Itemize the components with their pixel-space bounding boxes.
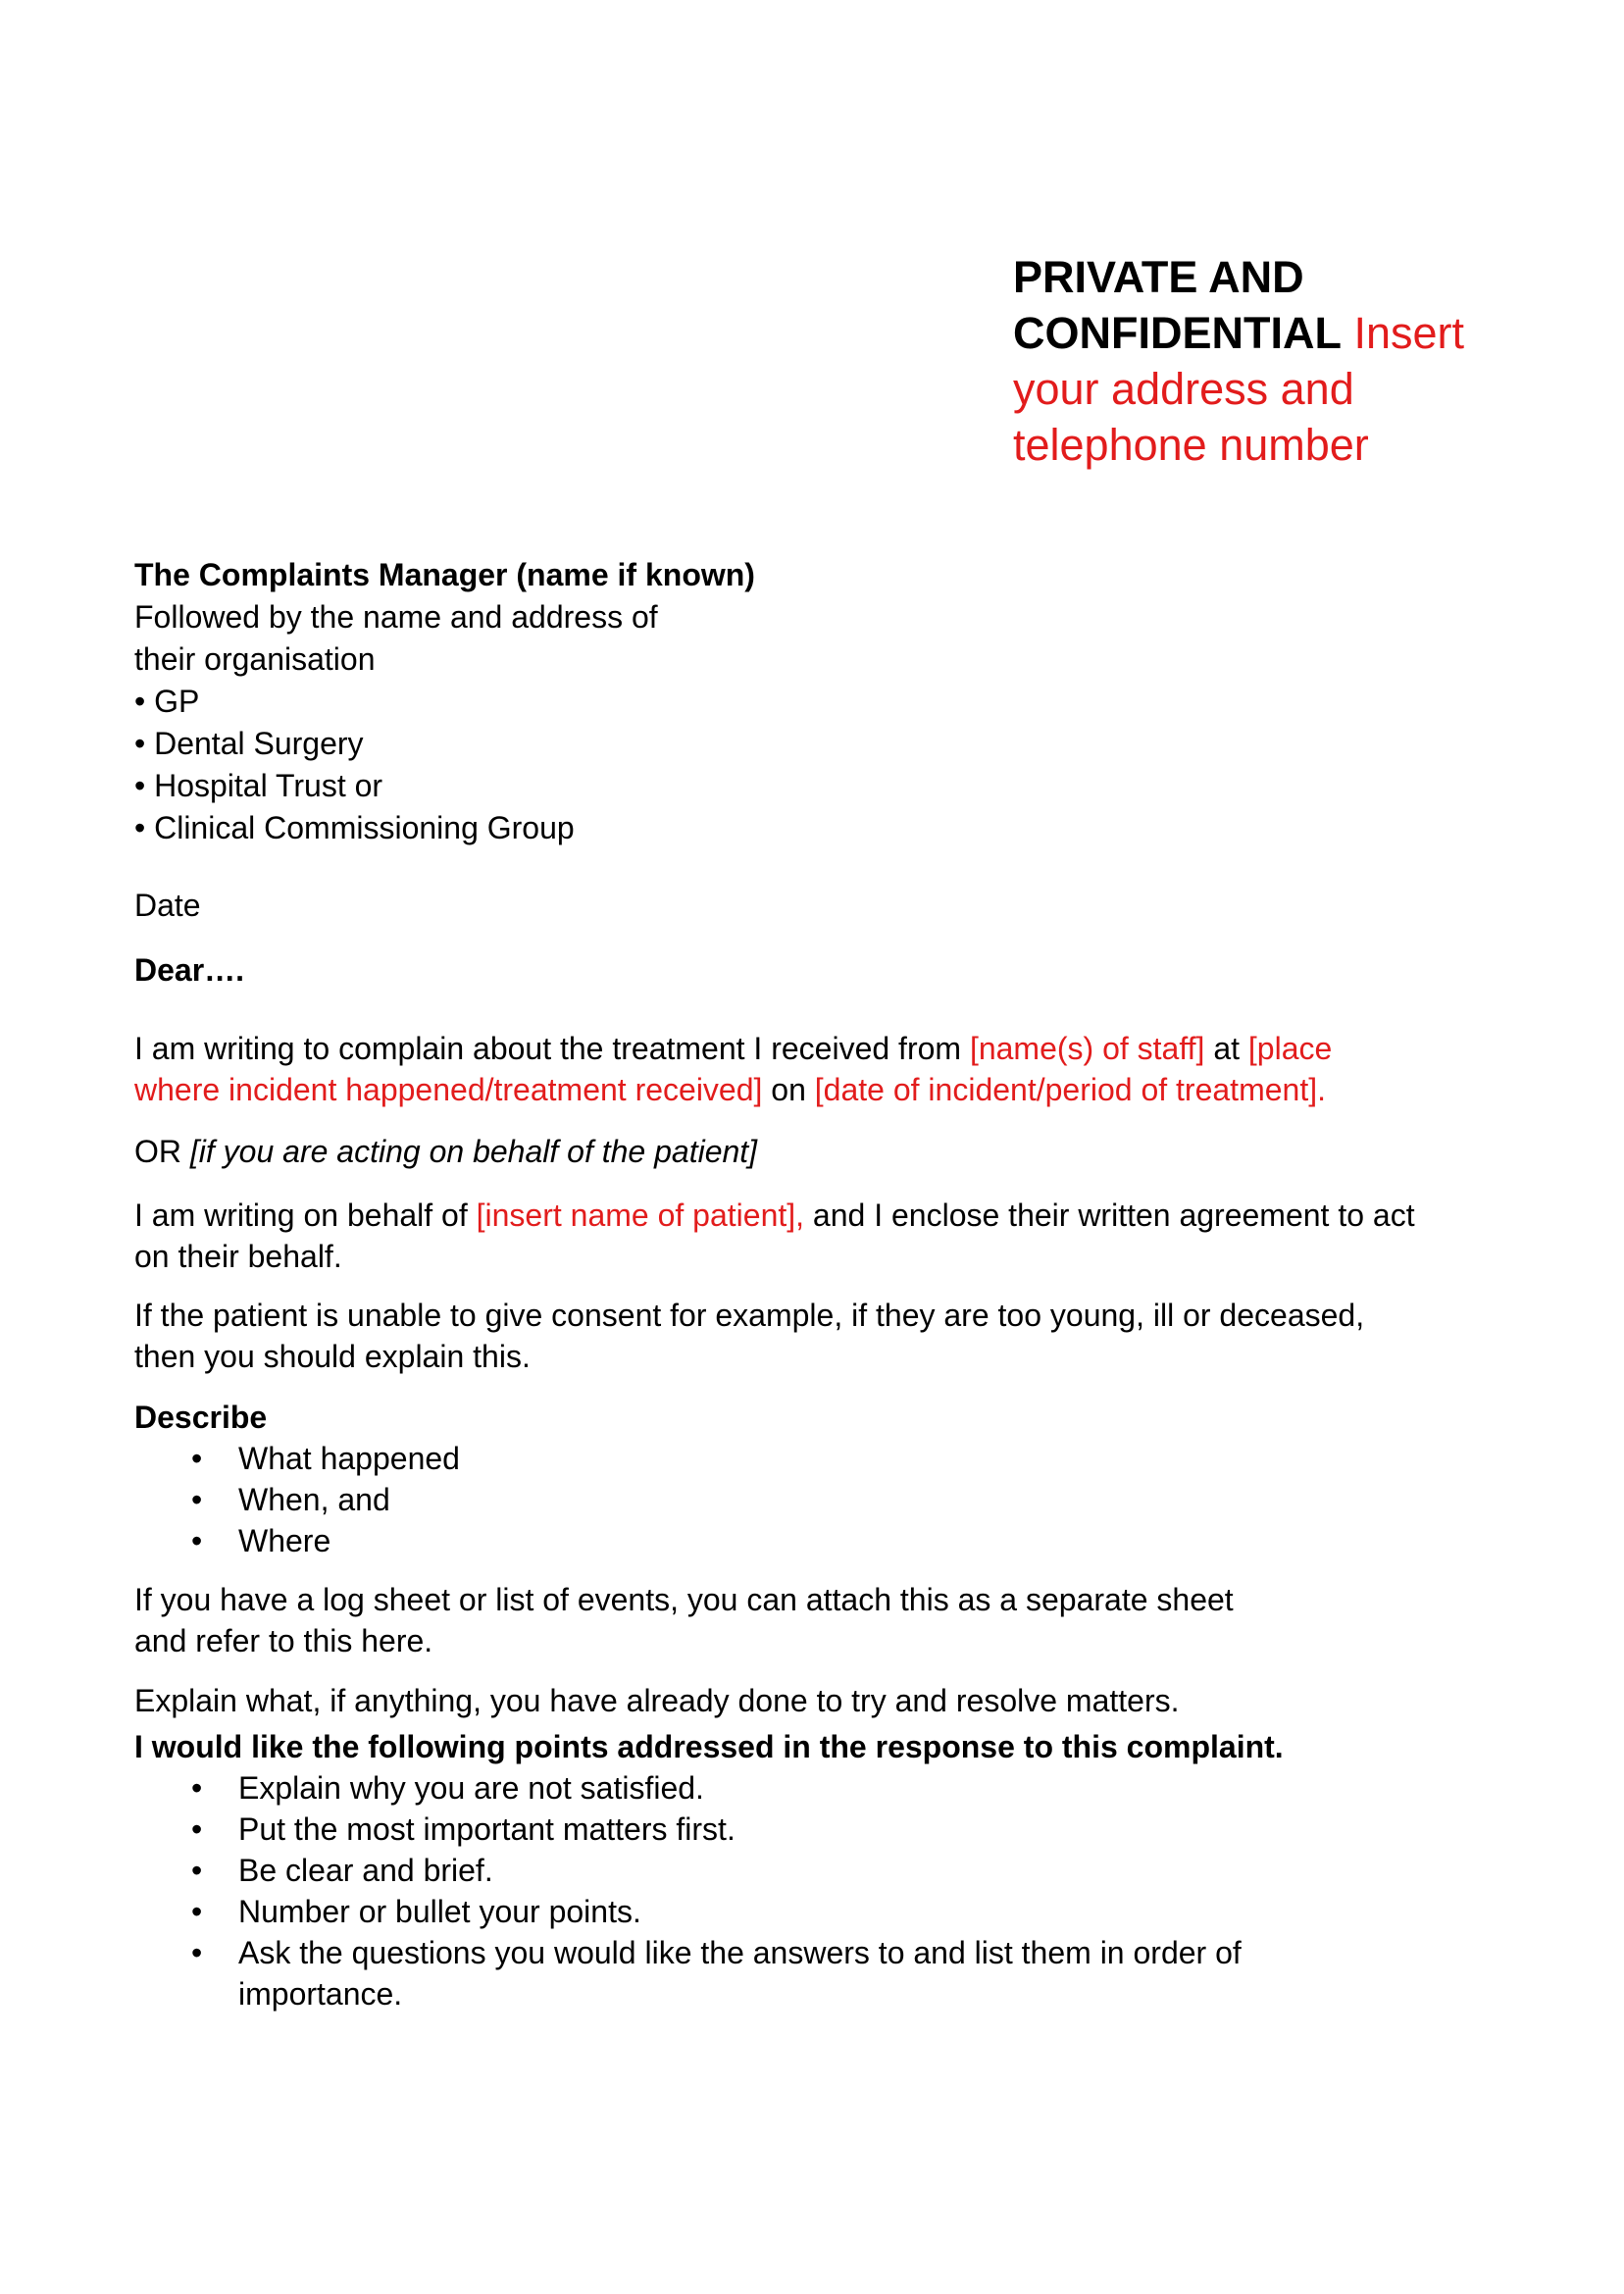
bullet-item-text	[238, 1520, 1585, 1561]
text-line	[134, 1680, 1585, 1721]
list-points	[134, 1767, 1585, 2014]
bullet-item-text	[238, 1479, 1585, 1520]
text-line	[134, 596, 1585, 638]
paragraph-on-behalf	[134, 1195, 1585, 1277]
text-segment: and refer to this here.	[134, 1623, 433, 1658]
bullet-icon: •	[191, 1894, 203, 1929]
bullet-item-text	[238, 1767, 1585, 1809]
text-segment: Describe	[134, 1400, 268, 1435]
text-line	[134, 1397, 1585, 1438]
text-segment: I am writing on behalf of	[134, 1198, 477, 1233]
bullet-icon: •	[191, 1523, 203, 1558]
text-segment: CONFIDENTIAL	[1013, 308, 1342, 358]
bullet-icon: •	[191, 1770, 203, 1806]
bullet-item-text	[238, 1891, 1585, 1932]
text-line	[134, 885, 1585, 926]
paragraph-intro	[134, 1028, 1585, 1110]
text-segment: Explain what, if anything, you have already done to try and resolve matters.	[134, 1683, 1180, 1718]
text-line	[134, 1028, 1585, 1069]
text-line	[134, 1069, 1585, 1110]
bullet-item-text	[238, 1932, 1585, 2014]
bullet-item	[191, 1891, 1585, 1932]
text-line	[134, 1131, 1585, 1172]
text-line: When, and	[238, 1482, 390, 1517]
bullet-item	[191, 1438, 1585, 1479]
text-line	[134, 807, 1585, 849]
text-segment: • Dental Surgery	[134, 726, 364, 761]
text-line: Where	[238, 1523, 331, 1558]
bullet-icon: •	[191, 1811, 203, 1847]
text-segment: Insert	[1341, 308, 1465, 358]
text-line	[134, 1579, 1585, 1620]
text-line: Ask the questions you would like the answers to and list them in order of	[238, 1935, 1242, 1970]
bullet-item	[191, 1809, 1585, 1850]
text-line: importance.	[238, 1976, 403, 2012]
text-line: Be clear and brief.	[238, 1853, 493, 1888]
bullet-icon: •	[191, 1935, 203, 1970]
text-segment: The Complaints Manager (name if known)	[134, 557, 755, 592]
text-segment: [insert name of patient],	[476, 1198, 805, 1233]
text-segment: at	[1204, 1031, 1248, 1066]
text-line	[1013, 305, 1624, 361]
text-segment: [name(s) of staff]	[969, 1031, 1205, 1066]
text-line	[134, 949, 1585, 991]
text-line	[1013, 417, 1624, 473]
text-line: Put the most important matters first.	[238, 1811, 736, 1847]
text-line	[134, 681, 1585, 723]
text-segment: [if you are acting on behalf of the patient]	[189, 1134, 758, 1169]
text-segment: telephone number	[1013, 420, 1369, 470]
text-line	[134, 1295, 1585, 1336]
text-segment: then you should explain this.	[134, 1339, 531, 1374]
text-line	[134, 1195, 1585, 1236]
text-segment: I am writing to complain about the treatment I received from	[134, 1031, 970, 1066]
text-segment: I would like the following points addressed in the response to this complaint.	[134, 1729, 1284, 1764]
text-segment: If you have a log sheet or list of events, you can attach this as a separate sheet	[134, 1582, 1234, 1617]
text-segment: their organisation	[134, 641, 376, 677]
text-segment: OR	[134, 1134, 190, 1169]
list-describe	[134, 1438, 1585, 1561]
bullet-icon: •	[191, 1482, 203, 1517]
text-line: Explain why you are not satisfied.	[238, 1770, 704, 1806]
private-confidential-header	[1013, 249, 1624, 473]
recipient-block	[134, 554, 1585, 849]
heading-points	[134, 1726, 1585, 1767]
text-line	[134, 723, 1585, 765]
text-segment: • GP	[134, 684, 200, 719]
text-segment: Date	[134, 888, 201, 923]
text-line	[1013, 361, 1624, 417]
heading-describe	[134, 1397, 1585, 1438]
letter-body	[134, 554, 1585, 2014]
text-line	[134, 1336, 1585, 1377]
text-line	[134, 554, 1585, 596]
paragraph-consent	[134, 1295, 1585, 1377]
text-line: Number or bullet your points.	[238, 1894, 641, 1929]
paragraph-resolve	[134, 1680, 1585, 1721]
text-segment: • Clinical Commissioning Group	[134, 810, 575, 845]
text-segment: Followed by the name and address of	[134, 599, 658, 635]
bullet-item-text	[238, 1850, 1585, 1891]
bullet-item	[191, 1932, 1585, 2014]
text-line: What happened	[238, 1441, 460, 1476]
text-segment: [place	[1247, 1031, 1333, 1066]
text-segment: on	[762, 1072, 815, 1107]
text-segment: your address and	[1013, 364, 1354, 414]
text-segment: [date of incident/period of treatment].	[814, 1072, 1326, 1107]
text-line	[1013, 249, 1624, 305]
text-segment: and I enclose their written agreement to act	[804, 1198, 1415, 1233]
text-segment: If the patient is unable to give consent for example, if they are too young, ill or deceased,	[134, 1298, 1365, 1333]
bullet-icon: •	[191, 1441, 203, 1476]
text-line	[134, 1236, 1585, 1277]
text-line	[134, 638, 1585, 681]
bullet-item	[191, 1520, 1585, 1561]
bullet-item	[191, 1479, 1585, 1520]
or-line	[134, 1131, 1585, 1172]
date-line	[134, 885, 1585, 926]
bullet-item-text	[238, 1438, 1585, 1479]
bullet-item	[191, 1767, 1585, 1809]
bullet-item	[191, 1850, 1585, 1891]
text-line	[134, 1620, 1585, 1661]
text-line	[134, 765, 1585, 807]
bullet-item-text	[238, 1809, 1585, 1850]
paragraph-log-sheet	[134, 1579, 1585, 1661]
text-line	[134, 1726, 1585, 1767]
text-segment: PRIVATE AND	[1013, 252, 1304, 302]
bullet-icon: •	[191, 1853, 203, 1888]
salutation-line	[134, 949, 1585, 991]
text-segment: where incident happened/treatment received]	[134, 1072, 763, 1107]
text-segment: on their behalf.	[134, 1239, 342, 1274]
text-segment: Dear….	[134, 952, 245, 988]
text-segment: • Hospital Trust or	[134, 768, 383, 803]
